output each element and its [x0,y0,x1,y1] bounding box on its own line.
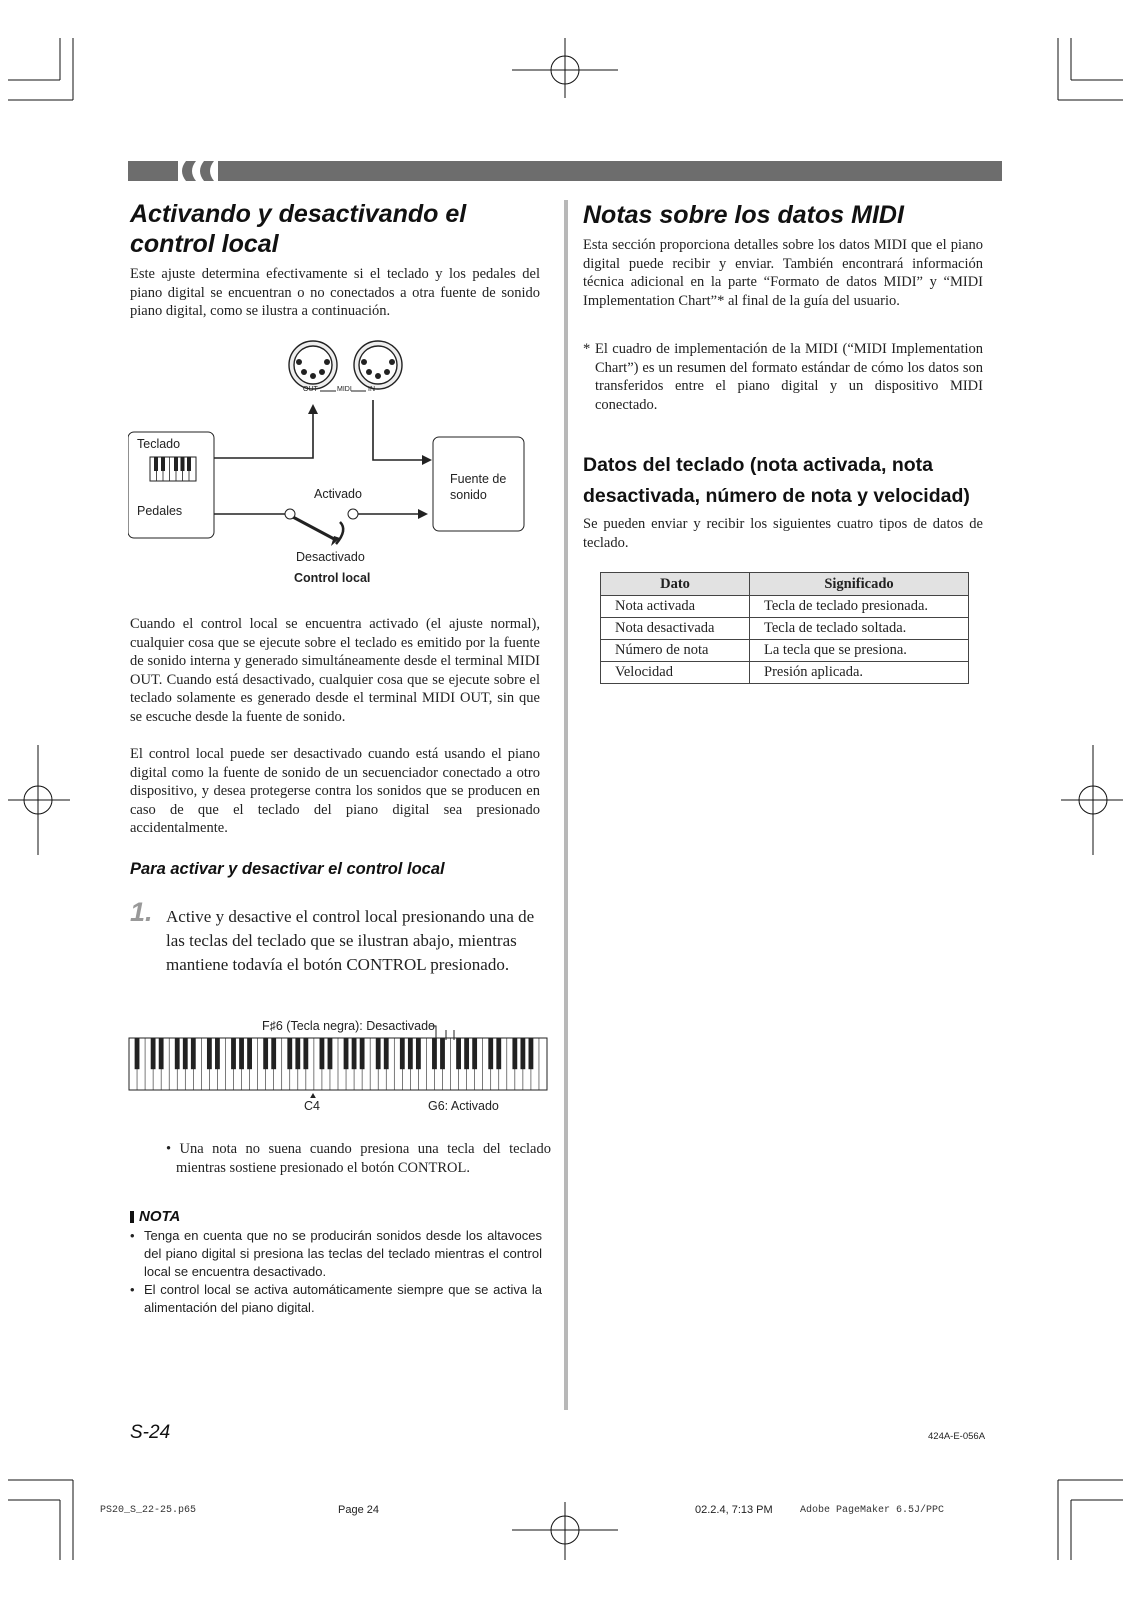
subheading-procedure: Para activar y desactivar el control local [130,860,445,878]
nota-item-text: El control local se activa automáticamente siempre que se activa la alimentación del piano digital. [144,1282,542,1315]
print-page: Page 24 [338,1504,379,1516]
intro-paragraph-left: Este ajuste determina efectivamente si el teclado y los pedales del piano digital se encuentran o no conectados a otra fuente de sonido piano digital, como se ilustra a continuación. [130,266,540,319]
section-title-keyboard-data: Datos del teclado (nota activada, nota desactivada, número de nota y velocidad) [583,454,970,507]
nota-item: • Tenga en cuenta que no se producirán sonidos desde los altavoces del piano digital si presiona las teclas del teclado mientras el control local se encuentra desactivado. [130,1228,542,1279]
document-code: 424A-E-056A [928,1431,986,1442]
pedals-label: Pedales [137,504,183,518]
step-number: 1. [130,897,153,927]
print-app: Adobe PageMaker 6.5J/PPC [800,1505,945,1516]
table-cell: Nota desactivada [601,618,750,640]
column-divider [564,200,568,1410]
nota-section [130,1208,542,1317]
table-cell: Velocidad [601,662,750,684]
keyboard-illustration [128,1018,548,1128]
table-header-cell: Significado [750,573,969,596]
table-cell: Tecla de teclado presionada. [750,596,969,618]
local-control-diagram [128,340,548,600]
nota-marker-icon [130,1211,134,1223]
print-date: 02.2.4, 7:13 PM [695,1504,773,1516]
table-row [601,618,969,640]
piano-keyboard-icon [128,1018,548,1098]
keyboard-label: Teclado [137,437,181,451]
nota-item: • El control local se activa automáticamente siempre que se activa la alimentación del piano digital. [130,1282,542,1315]
table-cell: La tecla que se presiona. [750,640,969,662]
nota-item-text: Tenga en cuenta que no se producirán sonidos desde los altavoces del piano digital si presiona las teclas del teclado mientras el control local se encuentra desactivado. [144,1228,542,1279]
section-intro: Se pueden enviar y recibir los siguientes cuatro tipos de datos de teclado. [583,516,983,551]
step-text: Active y desactive el control local presionando una de las teclas del teclado que se ilustran abajo, mientras mantiene todavía el botón CONTROL presionado. [166,907,535,974]
paragraph-local-on: Cuando el control local se encuentra activado (el ajuste normal), cualquier cosa que se ejecute sobre el teclado es emitido por la fuente de sonido interna y generado simultáneamente desde el terminal MIDI OUT. Cuando está desactivado, cualquier cosa que se ejecute sobre el teclado solamente es generado desde el terminal MIDI OUT, sin que se escuche desde la fuente de sonido. [130,616,540,725]
midi-label: MIDI [337,386,352,393]
midi-out-label: OUT [303,386,318,393]
footnote-mark: * [583,341,591,357]
midi-in-label: IN [368,386,375,393]
table-row [601,640,969,662]
midi-connectors-icon [128,340,548,570]
table-header-cell: Dato [601,573,750,596]
page-title-left: Activando y desactivando el control local [130,200,467,258]
table-row [601,596,969,618]
diagram-caption: Control local [294,571,371,585]
keyboard-data-table [600,572,969,684]
g6-label: G6: Activado [428,1099,499,1113]
page-title-right: Notas sobre los datos MIDI [583,201,904,229]
fsharp6-label: F♯6 (Tecla negra): Desactivado [262,1019,435,1033]
intro-paragraph-right: Esta sección proporciona detalles sobre los datos MIDI que el piano digital puede recibir y enviar. También encontrará información técnica adicional en la parte “Formato de datos MIDI” y “MIDI Implementation Chart”* al final de la guía del usuario. [583,237,983,309]
table-cell: Número de nota [601,640,750,662]
nota-title: NOTA [139,1208,181,1225]
footnote-text: El cuadro de implementación de la MIDI (“MIDI Implementation Chart”) es un resumen del formato estándar de cómo los datos son transferidos entre el piano digital y un dispositivo MIDI conectado. [595,341,983,413]
table-cell: Tecla de teclado soltada. [750,618,969,640]
footnote [583,340,983,414]
sound-source-label: Fuente de sonido [450,472,507,502]
off-label: Desactivado [296,550,365,564]
c4-label: C4 [304,1099,320,1113]
table-row [601,662,969,684]
table-cell: Presión aplicada. [750,662,969,684]
table-header-row [601,573,969,596]
table-cell: Nota activada [601,596,750,618]
on-label: Activado [314,487,362,501]
print-file: PS20_S_22-25.p65 [100,1505,197,1516]
header-bar [128,161,1002,181]
bullet-note: • Una nota no suena cuando presiona una tecla del teclado mientras sostiene presionado el botón CONTROL. [166,1141,551,1176]
page-number: S-24 [130,1422,171,1443]
paragraph-local-off-use: El control local puede ser desactivado cuando está usando el piano digital como la fuente de sonido de un secuenciador conectado a otro dispositivo, y desea protegerse contra los sonidos que se producen en caso de que el teclado del piano digital sea presionado accidentalmente. [130,746,540,836]
